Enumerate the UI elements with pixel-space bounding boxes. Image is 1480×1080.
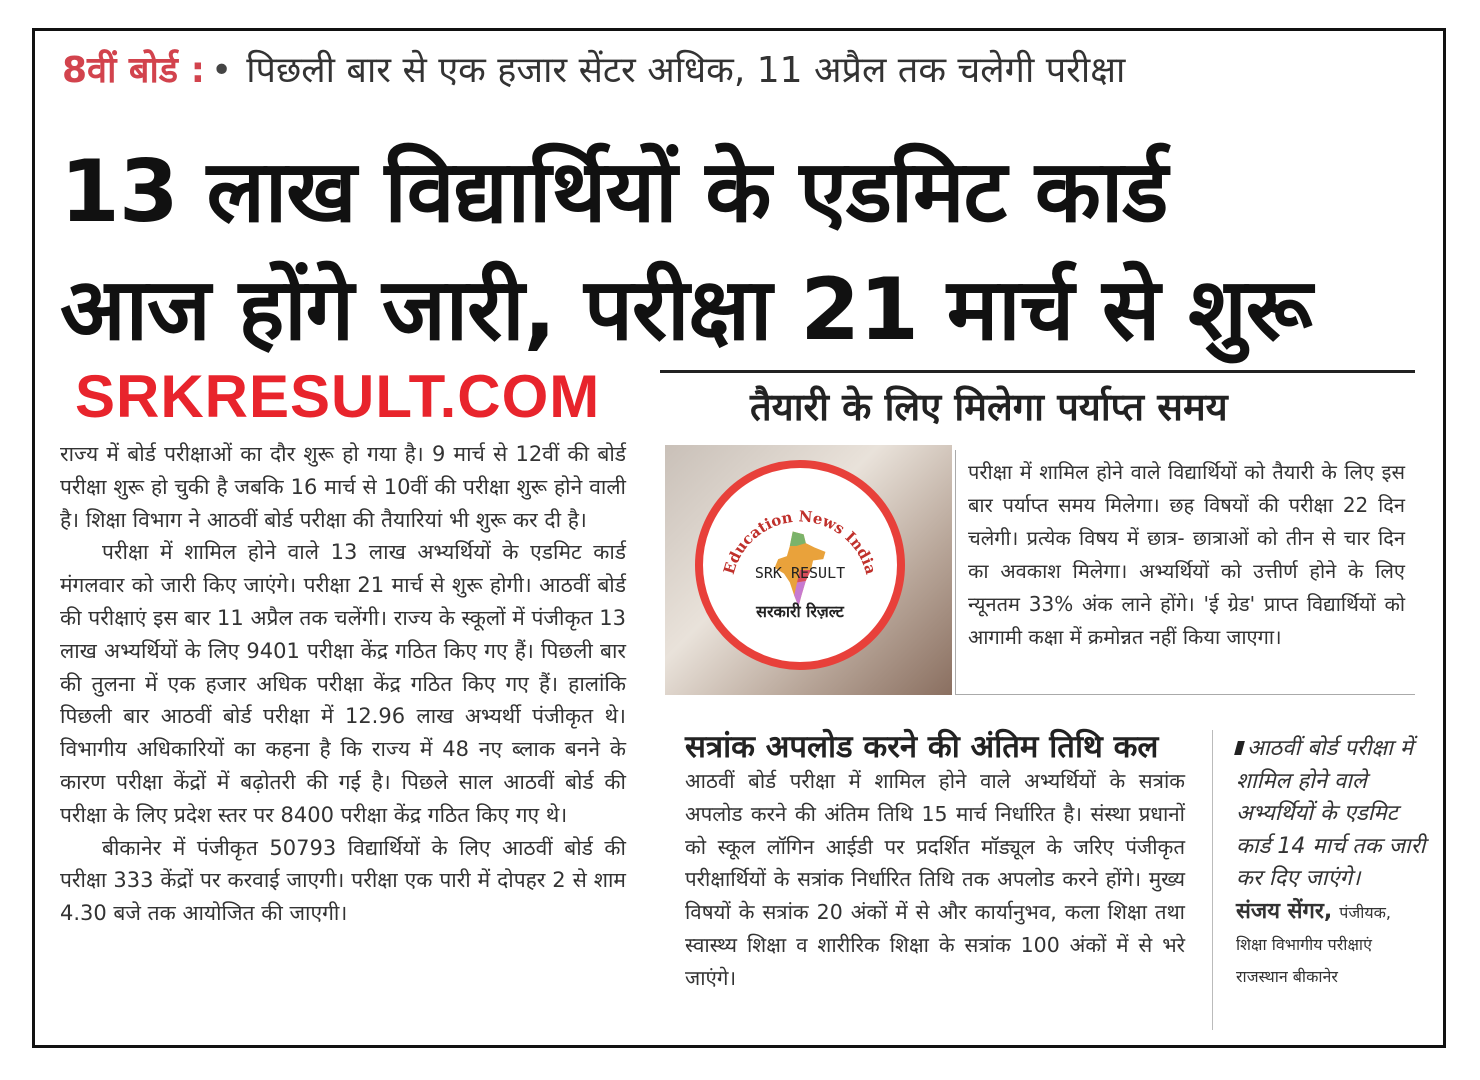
quote-role: पंजीयक, [1339,902,1391,922]
prep-text: परीक्षा में शामिल होने वाले विद्यार्थियों को तैयारी के लिए इस बार पर्याप्त समय मिलेगा। छह विषयों की परीक्षा 22 दिन चलेगी। प्रत्येक विषय में छात्र- छात्राओं को तीन से चार दिन का अवकाश मिलेगा। अभ्यर्थियों को उत्तीर्ण होने के लिए न्यूनतम 33% अंक लाने होंगे। 'ई ग्रेड' प्राप्त विद्यार्थियों को आगामी कक्षा में क्रमोन्नत नहीं किया जाएगा। [968,460,1405,649]
section-divider [660,370,1415,373]
quote-dept: शिक्षा विभागीय परीक्षाएं [1236,935,1372,954]
headline-line-1: 13 लाख विद्यार्थियों के एडमिट कार्ड [60,142,1168,242]
paragraph: बीकानेर में पंजीकृत 50793 विद्यार्थियों के लिए आठवीं बोर्ड की परीक्षा 333 केंद्रों पर करवाई जाएगी। परीक्षा एक पारी में दोपहर 2 से शाम 4.30 बजे तक आयोजित की जाएगी। [60,835,626,926]
prep-box [955,450,1415,695]
paragraph: राज्य में बोर्ड परीक्षाओं का दौर शुरू हो गया है। 9 मार्च से 12वीं की बोर्ड परीक्षा शुरू हो चुकी है जबकि 16 मार्च से 10वीं की परीक्षा शुरू होने वाली है। शिक्षा विभाग ने आठवीं बोर्ड परीक्षा की तैयारियां भी शुरू कर दी है। [60,442,626,532]
headline-line-2: आज होंगे जारी, परीक्षा 21 मार्च से शुरू [60,260,1312,360]
sessional-subhead: सत्रांक अपलोड करने की अंतिम तिथि कल [685,729,1159,765]
logo-name: SRK RESULT [754,564,846,582]
srk-result-logo [695,460,905,670]
left-column-article [60,438,626,930]
quote-place: राजस्थान बीकानेर [1236,967,1338,986]
paragraph: परीक्षा में शामिल होने वाले 13 लाख अभ्यर्थियों के एडमिट कार्ड मंगलवार को जारी किए जाएंगे। परीक्षा 21 मार्च से शुरू होगी। आठवीं बोर्ड की परीक्षाएं इस बार 11 अप्रैल तक चलेंगी। राज्य के स्कूलों में पंजीकृत 13 लाख अभ्यर्थियों के लिए 9401 परीक्षा केंद्र गठित किए गए हैं। पिछली बार की तुलना में एक हजार अधिक परीक्षा केंद्र गठित किए गए हैं। हालांकि पिछली बार आठवीं बोर्ड परीक्षा में 12.96 लाख अभ्यर्थी पंजीकृत थे। विभागीय अधिकारियों का कहना है कि राज्य में 48 नए ब्लाक बनने के कारण परीक्षा केंद्रों में बढ़ोतरी की गई है। पिछले साल आठवीं बोर्ड की परीक्षा के लिए प्रदेश स्तर पर 8400 परीक्षा केंद्र गठित किए गए थे। [60,540,626,827]
sessional-text: आठवीं बोर्ड परीक्षा में शामिल होने वाले अभ्यर्थियों के सत्रांक अपलोड करने की अंतिम तिथि 15 मार्च निर्धारित है। संस्था प्रधानों को स्कूल लॉगिन आईडी पर प्रदर्शित मॉड्यूल के जरिए पंजीकृत परीक्षार्थियों के सत्रांक निर्धारित तिथि तक अपलोड करने होंगे। मुख्य विषयों के सत्रांक 20 अंकों में से और कार्यानुभव, कला शिक्षा तथा स्वास्थ्य शिक्षा व शारीरिक शिक्षा के सत्रांक 100 अंकों में से भरे जाएंगे। [685,769,1185,990]
quote-sidebar [1236,733,1426,993]
bullet-icon: • [211,50,233,91]
quote-text: आठवीं बोर्ड परीक्षा में शामिल होने वाले अभ्यर्थियों के एडमिट कार्ड 14 मार्च तक जारी कर दिए जाएंगे। [1236,736,1426,891]
kicker-text: पिछली बार से एक हजार सेंटर अधिक, 11 अप्रैल तक चलेगी परीक्षा [246,50,1126,91]
kicker [62,44,1125,93]
logo-tagline: सरकारी रिज़ल्ट [756,602,844,621]
column-divider [1212,730,1213,1030]
watermark-site: SRKRESULT.COM [75,363,601,430]
prep-subhead: तैयारी के लिए मिलेगा पर्याप्त समय [750,385,1228,429]
quote-name: संजय सेंगर, [1236,898,1333,924]
quote-marker-icon [1234,741,1245,755]
svg-text:Education News India: Education News India [719,507,881,577]
kicker-tag: 8वीं बोर्ड : [62,50,205,91]
